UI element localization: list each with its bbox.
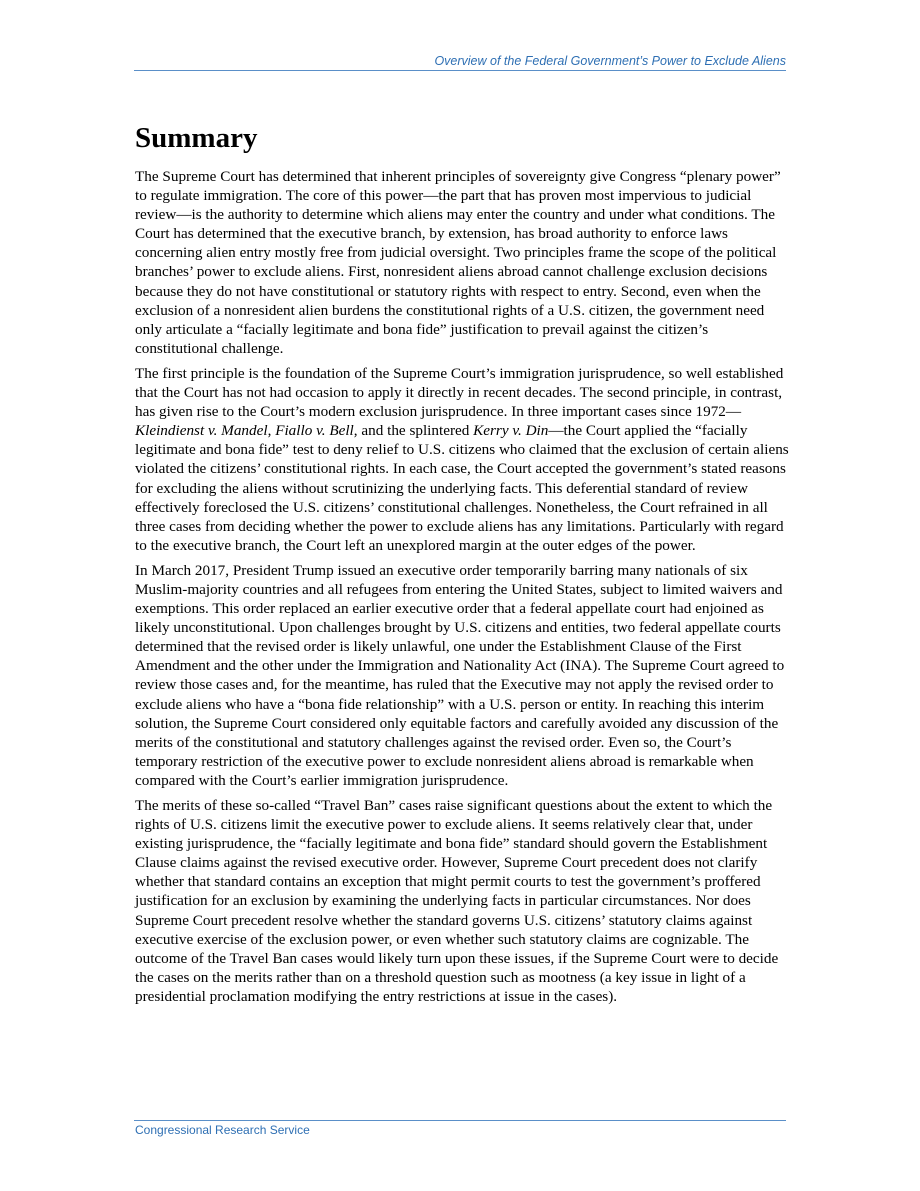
- header-divider: [134, 70, 786, 71]
- summary-paragraph: [135, 561, 789, 790]
- summary-paragraph: [135, 167, 789, 358]
- section-title: Summary: [135, 122, 258, 154]
- footer-divider: [134, 1120, 786, 1121]
- case-name: Fiallo v. Bell: [275, 422, 354, 440]
- summary-paragraph: [135, 364, 789, 555]
- text-run: , and the splintered: [353, 422, 474, 440]
- text-run: The first principle is the foundation of the Supreme Court’s immigration jurisprudence, so well established that the Court has not had occasion to apply it directly in recent decades. The second principle, in contrast, has given rise to the Court’s modern exclusion jurisprudence. In three important cases since 1972—: [135, 364, 784, 421]
- footer-publisher: Congressional Research Service: [135, 1123, 310, 1137]
- text-run: —the Court applied the “facially legitimate and bona fide” test to deny relief to U.S. citizens who claimed that the exclusion of certain aliens violated the citizens’ constitutional rights. In each case, the Court accepted the government’s stated reasons for excluding the aliens without scrutinizing the underlying facts. This deferential standard of review effectively foreclosed the U.S. citizens’ constitutional challenges. Nonetheless, the Court refrained in all three cases from deciding whether the power to exclude aliens has any limitations. Particularly with regard to the executive branch, the Court left an unexplored margin at the outer edges of the power.: [135, 422, 789, 554]
- text-run: In March 2017, President Trump issued an executive order temporarily barring many nationals of six Muslim-majority countries and all refugees from entering the United States, subject to limited waivers and exemptions. This order replaced an earlier executive order that a federal appellate court had enjoined as likely unconstitutional. Upon challenges brought by U.S. citizens and entities, two federal appellate courts determined that the revised order is likely unlawful, one under the Establishment Clause of the First Amendment and the other under the Immigration and Nationality Act (INA). The Supreme Court agreed to review those cases and, for the meantime, has ruled that the Executive may not apply the revised order to exclude aliens who have a “bona fide relationship” with a U.S. person or entity. In reaching this interim solution, the Supreme Court considered only equitable factors and carefully avoided any discussion of the merits of the constitutional and statutory challenges against the revised order. Even so, the Court’s temporary restriction of the executive power to exclude nonresident aliens abroad is remarkable when compared with the Court’s earlier immigration jurisprudence.: [135, 561, 785, 789]
- summary-body: [135, 167, 789, 1012]
- text-run: The merits of these so-called “Travel Ban” cases raise significant questions about the extent to which the rights of U.S. citizens limit the executive power to exclude aliens. It seems relatively clear that, under existing jurisprudence, the “facially legitimate and bona fide” standard should govern the Establishment Clause claims against the revised executive order. However, Supreme Court precedent does not clarify whether that standard contains an exception that might permit courts to test the government’s proffered justification for an exclusion by examining the underlying facts in particular circumstances. Nor does Supreme Court precedent resolve whether the standard governs U.S. citizens’ statutory claims against executive exercise of the exclusion power, or even whether such statutory claims are cognizable. The outcome of the Travel Ban cases would likely turn upon these issues, if the Supreme Court were to decide the cases on the merits rather than on a threshold question such as mootness (a key issue in light of a presidential proclamation modifying the entry restrictions at issue in the cases).: [135, 797, 779, 1005]
- text-run: The Supreme Court has determined that inherent principles of sovereignty give Congress “plenary power” to regulate immigration. The core of this power—the part that has proven most impervious to judicial review—is the authority to determine which aliens may enter the country and under what conditions. The Court has determined that the executive branch, by extension, has broad authority to enforce laws concerning alien entry mostly free from judicial oversight. Two principles frame the scope of the political branches’ power to exclude aliens. First, nonresident aliens abroad cannot challenge exclusion decisions because they do not have constitutional or statutory rights with respect to entry. Second, even when the exclusion of a nonresident alien burdens the constitutional rights of a U.S. citizen, the government need only articulate a “facially legitimate and bona fide” justification to prevail against the citizen’s constitutional challenge.: [135, 168, 781, 357]
- summary-paragraph: [135, 796, 789, 1006]
- running-header: Overview of the Federal Government’s Power to Exclude Aliens: [434, 54, 786, 68]
- case-name: Kerry v. Din: [473, 422, 549, 440]
- case-name: Kleindienst v. Mandel: [135, 422, 268, 440]
- text-run: ,: [267, 422, 276, 440]
